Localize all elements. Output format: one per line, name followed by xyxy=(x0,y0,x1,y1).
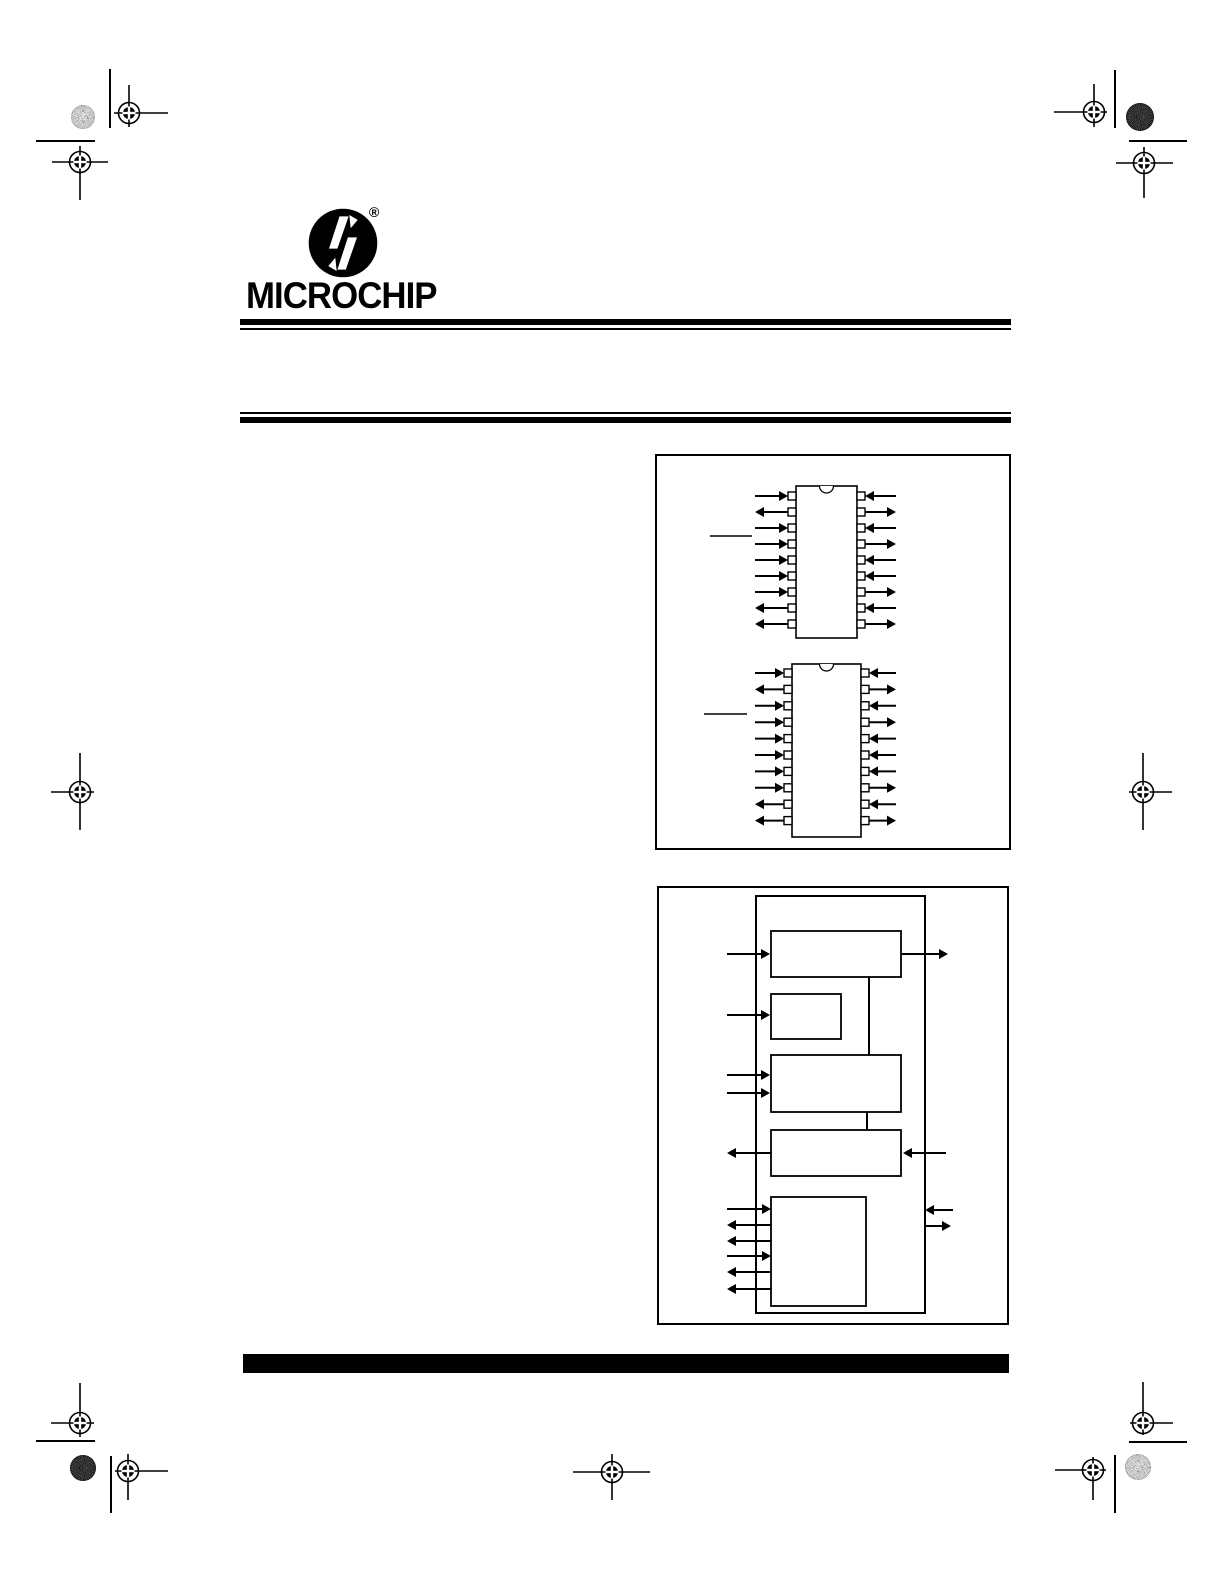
bus-arrow xyxy=(925,1221,951,1231)
bus-arrow xyxy=(727,1220,771,1230)
pin-pad xyxy=(857,604,865,612)
pin-pad xyxy=(788,604,796,612)
pin-arrow-input xyxy=(755,701,784,711)
function-block xyxy=(771,1197,866,1306)
pin-pad xyxy=(857,572,865,580)
function-block xyxy=(771,1130,901,1176)
pin-pad xyxy=(857,556,865,564)
arrowhead-icon xyxy=(761,1070,770,1080)
pin-pad xyxy=(861,751,869,759)
pin-pad xyxy=(861,685,869,693)
pin-arrow-output xyxy=(755,619,788,629)
pin-pad xyxy=(784,751,792,759)
ink-spot-light-icon xyxy=(1125,1454,1151,1480)
pin-arrow-output xyxy=(755,684,784,694)
dip-package xyxy=(710,486,896,638)
registration-target-icon xyxy=(114,85,168,127)
pin-pad xyxy=(788,556,796,564)
pin-pad xyxy=(857,540,865,548)
pin-pad xyxy=(857,508,865,516)
pin-diagram-figure xyxy=(656,455,1010,849)
arrowhead-icon xyxy=(727,1284,736,1294)
pin-pad xyxy=(861,800,869,808)
pin-pad xyxy=(784,702,792,710)
arrowhead-icon xyxy=(865,523,874,533)
bus-arrow xyxy=(727,1148,771,1158)
pin-arrow-input xyxy=(755,783,784,793)
pin-arrow-input xyxy=(755,717,784,727)
arrowhead-icon xyxy=(727,1220,736,1230)
arrowhead-icon xyxy=(779,587,788,597)
registration-target-icon xyxy=(1130,1382,1173,1435)
arrowhead-icon xyxy=(869,701,878,711)
pin-arrow-input xyxy=(755,555,788,565)
arrowhead-icon xyxy=(869,799,878,809)
pin-pad xyxy=(861,702,869,710)
pin-pad xyxy=(784,800,792,808)
bus-arrow xyxy=(727,1070,770,1080)
arrowhead-icon xyxy=(775,783,784,793)
pin-arrow-input xyxy=(869,734,896,744)
pin-pad xyxy=(857,620,865,628)
pin-pad xyxy=(861,767,869,775)
function-block xyxy=(771,1055,901,1112)
arrowhead-icon xyxy=(775,701,784,711)
pin-pad xyxy=(788,492,796,500)
pin-arrow-input xyxy=(869,750,896,760)
arrowhead-icon xyxy=(755,603,764,613)
arrowhead-icon xyxy=(887,717,896,727)
registration-target-icon xyxy=(52,146,108,200)
dip-package xyxy=(704,664,896,837)
pin-arrow-output xyxy=(869,816,896,826)
registration-target-icon xyxy=(1129,753,1172,830)
pin-pad xyxy=(857,524,865,532)
pin-arrow-input xyxy=(865,491,896,501)
pin-arrow-output xyxy=(755,799,784,809)
ink-spot-light-icon xyxy=(71,105,95,129)
pin-arrow-input xyxy=(869,799,896,809)
arrowhead-icon xyxy=(755,799,764,809)
pin-arrow-input xyxy=(869,766,896,776)
pin-pad xyxy=(861,735,869,743)
pin-arrow-output xyxy=(869,684,896,694)
pin-arrow-output xyxy=(869,783,896,793)
registration-target-icon xyxy=(1055,1457,1106,1500)
pin-pad xyxy=(784,669,792,677)
bus-arrow xyxy=(727,1284,771,1294)
chip-body xyxy=(796,486,857,638)
pin-pad xyxy=(861,817,869,825)
pin-pad xyxy=(784,784,792,792)
pin-arrow-input xyxy=(755,523,788,533)
arrowhead-icon xyxy=(939,949,948,959)
arrowhead-icon xyxy=(865,491,874,501)
arrowhead-icon xyxy=(775,750,784,760)
arrowhead-icon xyxy=(761,1010,770,1020)
arrowhead-icon xyxy=(727,1267,736,1277)
registration-target-icon xyxy=(115,1454,168,1500)
arrowhead-icon xyxy=(869,750,878,760)
pin-arrow-input xyxy=(755,766,784,776)
arrowhead-icon xyxy=(865,571,874,581)
pin-arrow-input xyxy=(755,734,784,744)
arrowhead-icon xyxy=(779,523,788,533)
arrowhead-icon xyxy=(779,555,788,565)
bus-arrow xyxy=(727,1010,770,1020)
pin-pad xyxy=(788,572,796,580)
pin-arrow-input xyxy=(865,571,896,581)
arrowhead-icon xyxy=(755,507,764,517)
registration-target-icon xyxy=(51,1383,94,1437)
arrowhead-icon xyxy=(775,766,784,776)
arrowhead-icon xyxy=(887,783,896,793)
arrowhead-icon xyxy=(887,587,896,597)
arrowhead-icon xyxy=(761,949,770,959)
pin-pad xyxy=(784,718,792,726)
arrowhead-icon xyxy=(775,734,784,744)
pin-arrow-input xyxy=(865,555,896,565)
pin-arrow-input xyxy=(755,587,788,597)
arrowhead-icon xyxy=(869,766,878,776)
arrowhead-icon xyxy=(761,1088,770,1098)
arrowhead-icon xyxy=(779,491,788,501)
arrowhead-icon xyxy=(779,539,788,549)
registration-target-icon xyxy=(1054,84,1107,127)
pin-pad xyxy=(857,492,865,500)
arrowhead-icon xyxy=(865,603,874,613)
pin-arrow-output xyxy=(755,507,788,517)
logo-wordmark: MICROCHIP xyxy=(246,275,437,316)
pin-arrow-input xyxy=(755,668,784,678)
pin-pad xyxy=(788,620,796,628)
arrowhead-icon xyxy=(727,1148,736,1158)
arrowhead-icon xyxy=(762,1251,771,1261)
arrowhead-icon xyxy=(865,555,874,565)
pin-arrow-output xyxy=(865,539,896,549)
arrowhead-icon xyxy=(727,1236,736,1246)
pin-pad xyxy=(861,669,869,677)
arrowhead-icon xyxy=(869,734,878,744)
ink-spot-dark-icon xyxy=(1126,103,1154,131)
pin-pad xyxy=(861,718,869,726)
pin-arrow-input xyxy=(869,668,896,678)
function-block xyxy=(771,994,841,1039)
pin-pad xyxy=(784,735,792,743)
function-block xyxy=(771,931,901,977)
pin-pad xyxy=(857,588,865,596)
pin-pad xyxy=(788,508,796,516)
pin-arrow-input xyxy=(755,491,788,501)
chip-body xyxy=(792,664,861,837)
pin-pad xyxy=(784,685,792,693)
arrowhead-icon xyxy=(755,619,764,629)
pin-pad xyxy=(788,540,796,548)
pin-arrow-output xyxy=(755,816,784,826)
arrowhead-icon xyxy=(925,1205,934,1215)
pin-arrow-input xyxy=(755,571,788,581)
pin-arrow-output xyxy=(865,507,896,517)
registration-target-icon xyxy=(573,1454,650,1500)
bus-arrow xyxy=(727,1251,771,1261)
ink-spot-dark-icon xyxy=(70,1455,96,1481)
arrowhead-icon xyxy=(755,816,764,826)
pin-arrow-output xyxy=(865,619,896,629)
block-diagram-figure xyxy=(658,887,1008,1324)
pin-arrow-input xyxy=(865,603,896,613)
arrowhead-icon xyxy=(887,539,896,549)
arrowhead-icon xyxy=(942,1221,951,1231)
bus-arrow xyxy=(727,1204,771,1214)
pin-arrow-output xyxy=(755,603,788,613)
registration-target-icon xyxy=(51,753,94,830)
arrowhead-icon xyxy=(887,619,896,629)
pin-arrow-input xyxy=(865,523,896,533)
pin-arrow-output xyxy=(869,717,896,727)
arrowhead-icon xyxy=(887,816,896,826)
bus-arrow xyxy=(925,1205,953,1215)
pin-pad xyxy=(784,767,792,775)
registered-trademark: ® xyxy=(369,204,380,220)
pin-pad xyxy=(788,524,796,532)
pin-pad xyxy=(784,817,792,825)
pin-arrow-output xyxy=(865,587,896,597)
arrowhead-icon xyxy=(887,507,896,517)
print-registration-marks xyxy=(36,69,1187,1513)
arrowhead-icon xyxy=(755,684,764,694)
bus-arrow xyxy=(727,1236,771,1246)
arrowhead-icon xyxy=(762,1204,771,1214)
pin-pad xyxy=(788,588,796,596)
arrowhead-icon xyxy=(779,571,788,581)
pin-arrow-input xyxy=(755,750,784,760)
bus-arrow xyxy=(727,1088,770,1098)
registration-target-icon xyxy=(1116,147,1173,198)
arrowhead-icon xyxy=(775,668,784,678)
arrowhead-icon xyxy=(775,717,784,727)
pin-arrow-input xyxy=(755,539,788,549)
arrowhead-icon xyxy=(903,1148,912,1158)
bus-arrow xyxy=(727,1267,771,1277)
bus-arrow xyxy=(727,949,770,959)
pin-pad xyxy=(861,784,869,792)
pin-arrow-input xyxy=(869,701,896,711)
arrowhead-icon xyxy=(869,668,878,678)
arrowhead-icon xyxy=(887,684,896,694)
